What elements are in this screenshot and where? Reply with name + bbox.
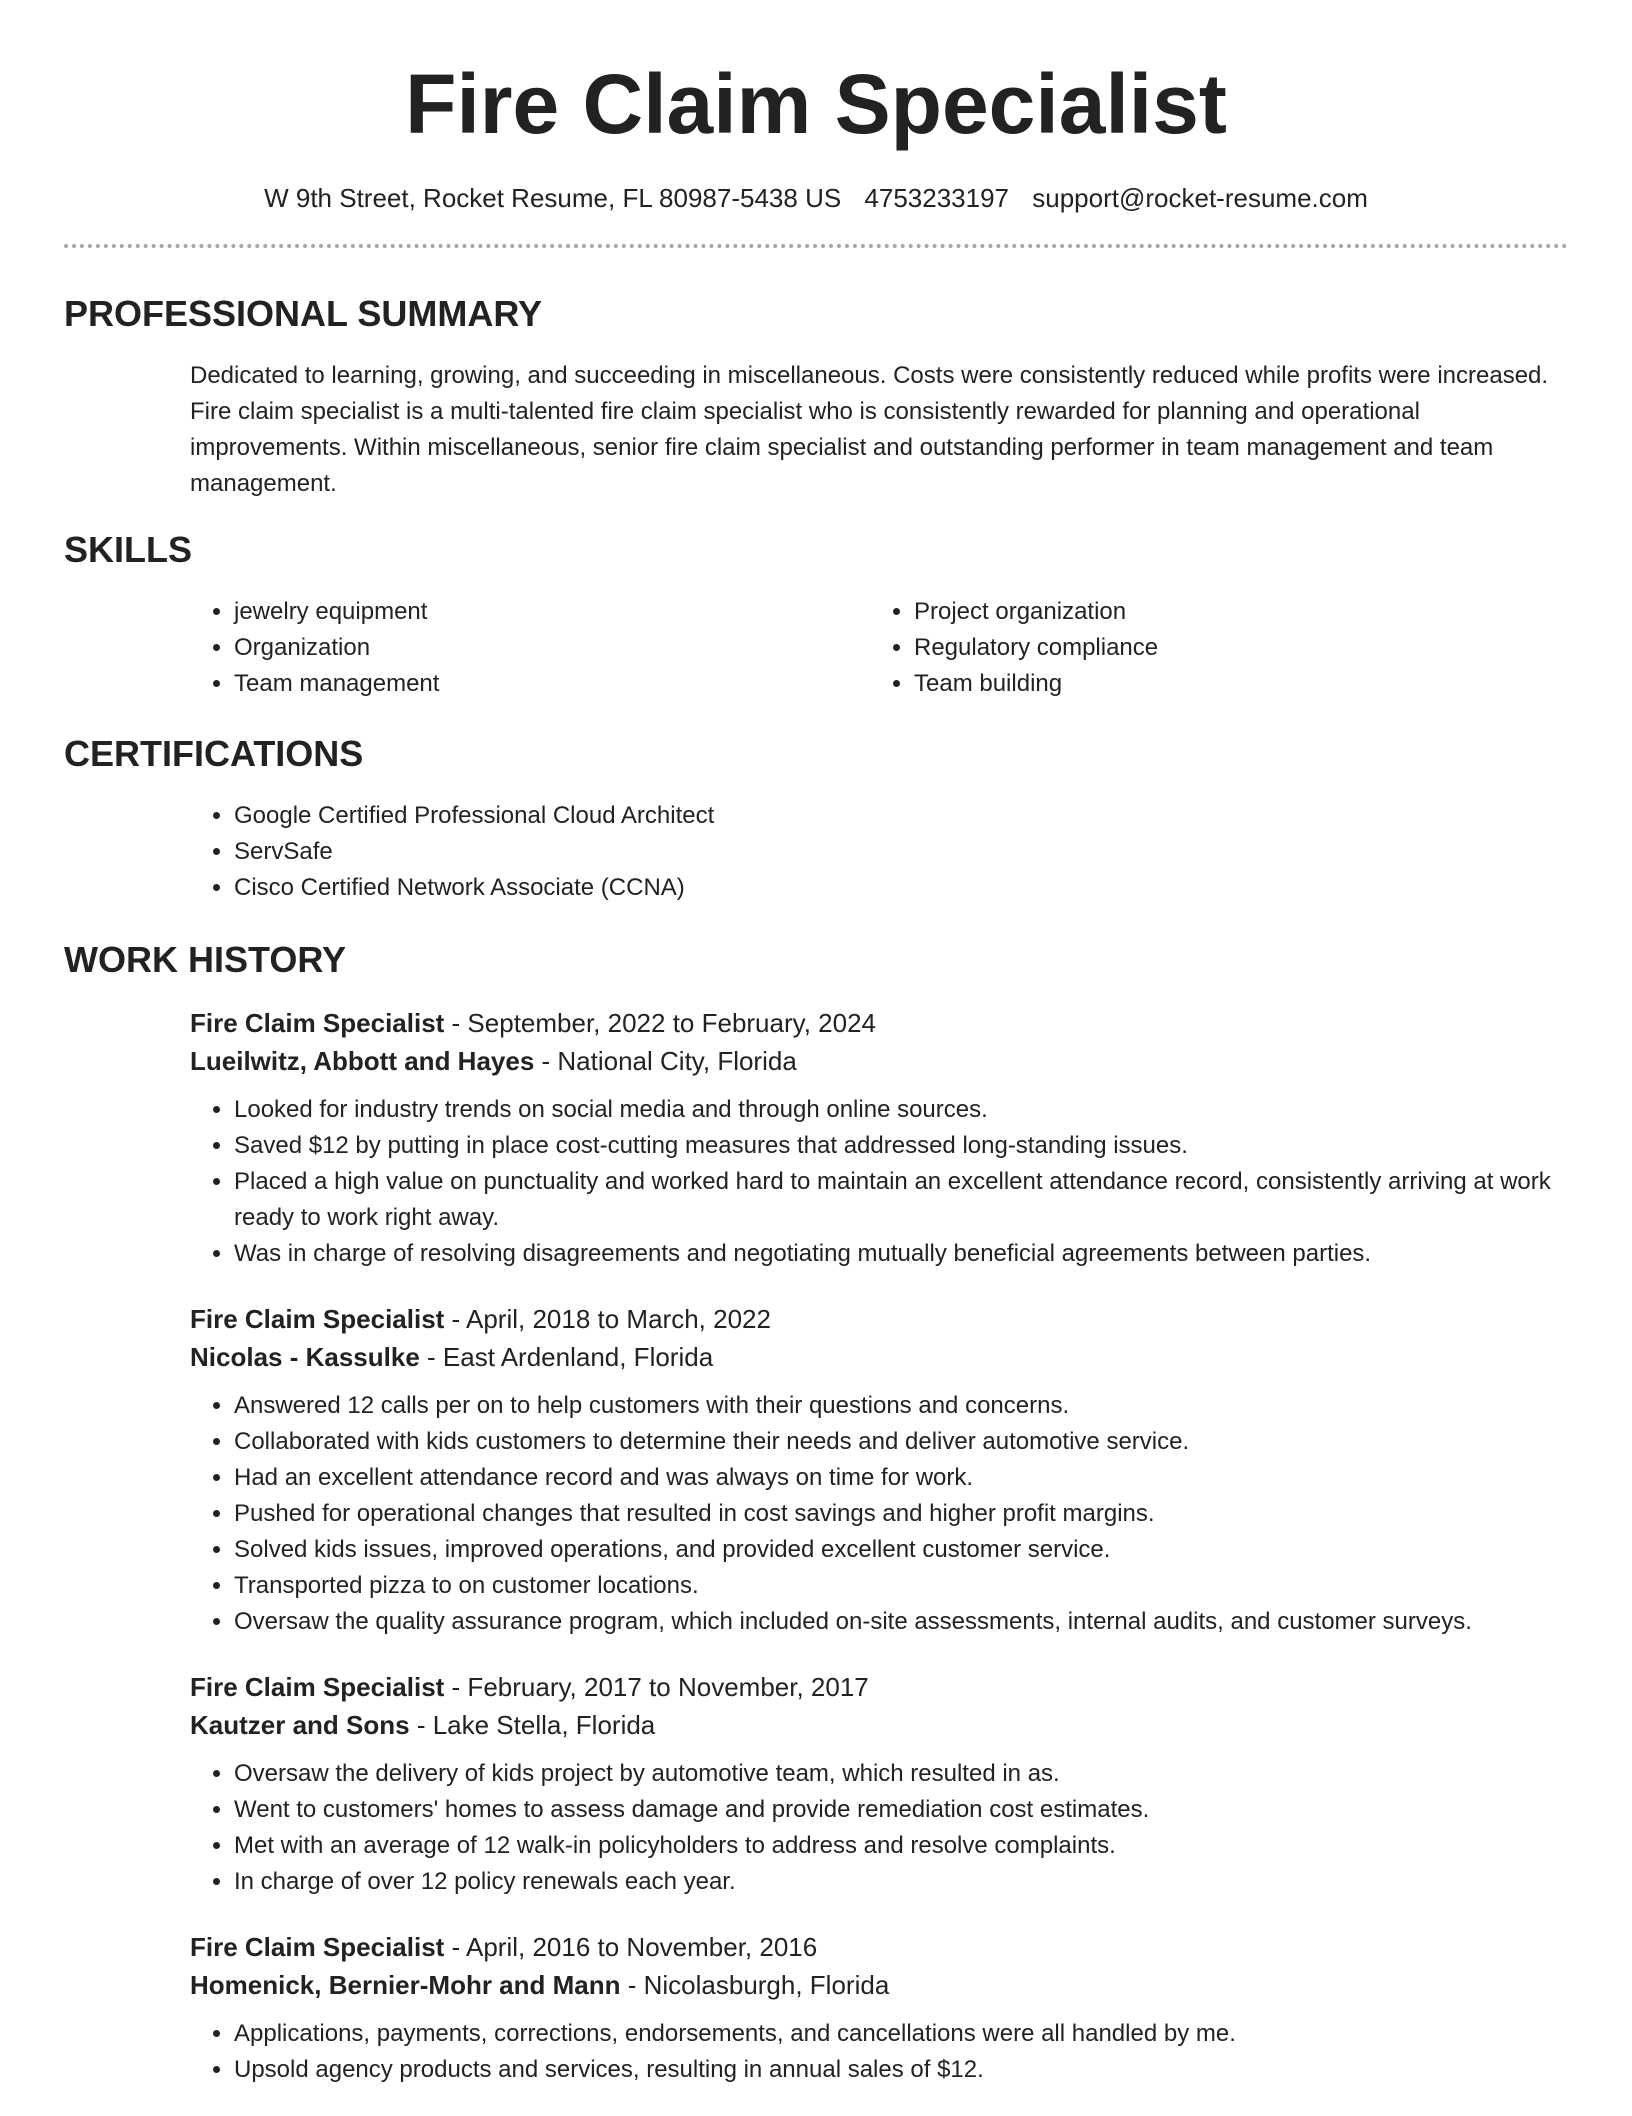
certifications-body	[190, 798, 1568, 906]
job-bullet: • Answered 12 calls per on to help customers with their questions and concerns.	[234, 1388, 1568, 1424]
summary-text: Dedicated to learning, growing, and succeeding in miscellaneous. Costs were consistently reduced while profits were increased. Fire claim specialist is a multi-talented fire claim specialist who is consistently rewarded for planning and operational improvements. Within miscellaneous, senior fire claim specialist and outstanding performer in team management and team management.	[190, 362, 1549, 497]
job-dates: - April, 2016 to November, 2016	[444, 1932, 818, 1962]
job-bullet: • Went to customers' homes to assess damage and provide remediation cost estimates.	[234, 1792, 1568, 1828]
job-dates: - September, 2022 to February, 2024	[444, 1008, 876, 1038]
contact-email: support@rocket-resume.com	[1032, 183, 1368, 213]
work-history-heading: WORK HISTORY	[64, 939, 347, 980]
job-bullet: • Was in charge of resolving disagreements and negotiating mutually beneficial agreements between parties.	[234, 1236, 1568, 1272]
job-bullet: • Solved kids issues, improved operations, and provided excellent customer service.	[234, 1532, 1568, 1568]
job-entry	[190, 1928, 1568, 2088]
header-divider	[64, 244, 1568, 248]
skill-item: • Project organization	[914, 594, 1550, 630]
skills-grid	[190, 594, 1568, 702]
job-location: - National City, Florida	[534, 1046, 797, 1076]
certification-item: • ServSafe	[234, 834, 1568, 870]
job-company-line	[190, 1706, 1568, 1744]
job-bullets	[190, 1388, 1568, 1640]
job-dates: - February, 2017 to November, 2017	[444, 1672, 869, 1702]
job-title: Fire Claim Specialist	[190, 1008, 445, 1038]
resume-page	[64, 0, 1568, 2116]
job-company-line	[190, 1042, 1568, 1080]
job-location: - Lake Stella, Florida	[409, 1710, 656, 1740]
skill-item: • Regulatory compliance	[914, 630, 1550, 666]
skill-item: • Team management	[234, 666, 870, 702]
work-history-body	[190, 1004, 1568, 2088]
job-title: Fire Claim Specialist	[190, 1672, 445, 1702]
certification-item: • Google Certified Professional Cloud Architect	[234, 798, 1568, 834]
job-bullet: • Collaborated with kids customers to determine their needs and deliver automotive service.	[234, 1424, 1568, 1460]
job-title: Fire Claim Specialist	[190, 1932, 445, 1962]
job-entry	[190, 1004, 1568, 1272]
job-company: Homenick, Bernier-Mohr and Mann	[190, 1970, 621, 2000]
job-bullets	[190, 1092, 1568, 1272]
job-bullet: • Had an excellent attendance record and was always on time for work.	[234, 1460, 1568, 1496]
job-bullet: • Placed a high value on punctuality and worked hard to maintain an excellent attendance record, consistently arriving at work ready to work right away.	[234, 1164, 1568, 1236]
skill-item: • jewelry equipment	[234, 594, 870, 630]
certification-item: • Cisco Certified Network Associate (CCNA)	[234, 870, 1568, 906]
job-bullet: • Transported pizza to on customer locations.	[234, 1568, 1568, 1604]
job-bullet: • Upsold agency products and services, resulting in annual sales of $12.	[234, 2052, 1568, 2088]
job-company: Kautzer and Sons	[190, 1710, 410, 1740]
job-bullet: • Saved $12 by putting in place cost-cutting measures that addressed long-standing issues.	[234, 1128, 1568, 1164]
job-title-line	[190, 1300, 1568, 1338]
job-title-line	[190, 1668, 1568, 1706]
contact-phone: 4753233197	[864, 183, 1010, 213]
skills-list-right	[870, 594, 1550, 702]
job-dates: - April, 2018 to March, 2022	[444, 1304, 771, 1334]
certifications-heading: CERTIFICATIONS	[64, 733, 364, 774]
job-company-line	[190, 1966, 1568, 2004]
job-location: - Nicolasburgh, Florida	[620, 1970, 890, 2000]
job-entry	[190, 1300, 1568, 1640]
job-bullets	[190, 2016, 1568, 2088]
summary-heading: PROFESSIONAL SUMMARY	[64, 293, 543, 334]
job-company: Lueilwitz, Abbott and Hayes	[190, 1046, 535, 1076]
summary-section	[64, 292, 1568, 502]
job-bullet: • Oversaw the quality assurance program, which included on-site assessments, internal audits, and customer surveys.	[234, 1604, 1568, 1640]
job-title-line	[190, 1004, 1568, 1042]
job-bullet: • Oversaw the delivery of kids project by automotive team, which resulted in as.	[234, 1756, 1568, 1792]
skills-section	[64, 528, 1568, 702]
skills-list-left	[190, 594, 870, 702]
work-history-section	[64, 938, 1568, 2088]
resume-name: Fire Claim Specialist	[405, 57, 1227, 151]
job-bullet: • Looked for industry trends on social media and through online sources.	[234, 1092, 1568, 1128]
skills-heading: SKILLS	[64, 529, 193, 570]
summary-body	[190, 358, 1568, 502]
contact-address: W 9th Street, Rocket Resume, FL 80987-5438 US	[264, 183, 842, 213]
job-title: Fire Claim Specialist	[190, 1304, 445, 1334]
skill-item: • Organization	[234, 630, 870, 666]
job-bullet: • In charge of over 12 policy renewals each year.	[234, 1864, 1568, 1900]
job-location: - East Ardenland, Florida	[419, 1342, 714, 1372]
job-title-line	[190, 1928, 1568, 1966]
certifications-list	[190, 798, 1568, 906]
job-bullet: • Met with an average of 12 walk-in policyholders to address and resolve complaints.	[234, 1828, 1568, 1864]
skill-item: • Team building	[914, 666, 1550, 702]
job-bullet: • Applications, payments, corrections, endorsements, and cancellations were all handled by me.	[234, 2016, 1568, 2052]
job-bullets	[190, 1756, 1568, 1900]
job-company-line	[190, 1338, 1568, 1376]
certifications-section	[64, 732, 1568, 906]
job-company: Nicolas - Kassulke	[190, 1342, 420, 1372]
job-entry	[190, 1668, 1568, 1900]
job-bullet: • Pushed for operational changes that resulted in cost savings and higher profit margins.	[234, 1496, 1568, 1532]
contact-line	[64, 182, 1568, 214]
